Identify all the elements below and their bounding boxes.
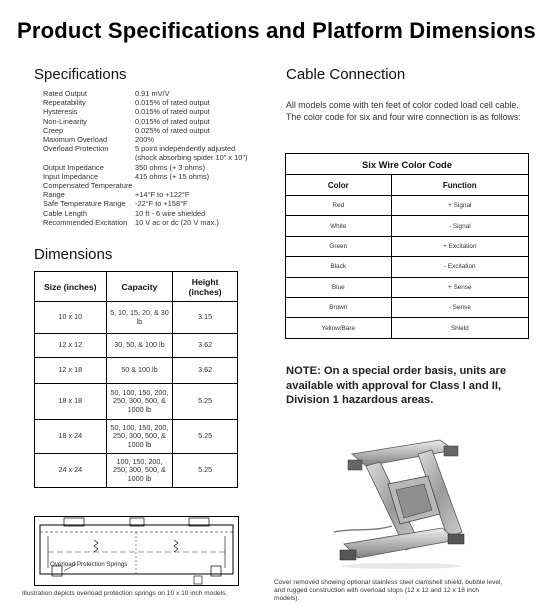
photo-caption: Cover removed showing optional stainless steel clamshell shield, bubble level, and rugged construction with overload stops (12 x 12 and 12 x 18 inch models). <box>274 579 503 603</box>
spec-label: Safe Temperature Range <box>43 199 126 209</box>
spec-label: Creep <box>43 125 64 135</box>
wire-row <box>286 257 529 277</box>
overload-springs-drawing <box>34 516 239 586</box>
dimensions-cell-capacity: 50, 100, 150, 200, 250, 300, 500, & 1000 lb <box>106 384 173 420</box>
dimensions-cell-capacity: 100, 150, 200, 250, 300, 500, & 1000 lb <box>106 454 173 488</box>
spec-row <box>43 190 258 199</box>
spec-label: Non-Linearity <box>43 116 87 126</box>
dimensions-cell-size: 12 x 18 <box>35 358 107 384</box>
wire-header-color: Color <box>286 175 392 196</box>
dimensions-cell-capacity: 30, 50, & 100 lb <box>106 334 173 358</box>
dimensions-cell-capacity: 50, 100, 150, 200, 250, 300, 500, & 1000 lb <box>106 420 173 454</box>
spec-value: -22°F to +158°F <box>135 199 188 209</box>
spec-label: Recommended Excitation <box>43 217 128 227</box>
dimensions-cell-height: 3.62 <box>173 334 238 358</box>
wire-cell-function: + Signal <box>391 196 528 216</box>
spec-row <box>43 209 258 218</box>
spec-label: Hysteresis <box>43 107 78 117</box>
drawing-label: Overload Protection Springs <box>50 561 128 568</box>
dimensions-header-height: Height (inches) <box>173 272 238 302</box>
dimensions-heading: Dimensions <box>34 246 113 263</box>
spec-row <box>43 199 258 208</box>
wire-cell-function: Shield <box>391 318 528 338</box>
spec-label <box>43 153 135 162</box>
dimensions-cell-size: 10 x 10 <box>35 302 107 334</box>
spec-label: Maximum Overload <box>43 135 108 145</box>
wire-cell-color: Black <box>286 257 392 277</box>
dimensions-header-capacity: Capacity <box>106 272 173 302</box>
spec-row <box>43 126 258 135</box>
spec-value: 10 ft - 6 wire shielded <box>135 208 206 218</box>
spec-row <box>43 144 258 153</box>
dimensions-cell-size: 18 x 18 <box>35 384 107 420</box>
spec-value: 5 point independently adjusted <box>135 144 236 154</box>
spec-value: (shock absorbing spider 10" x 10") <box>135 153 248 163</box>
dimensions-row <box>35 334 238 358</box>
wire-row <box>286 216 529 236</box>
spec-row <box>43 98 258 107</box>
dimensions-cell-height: 5.25 <box>173 420 238 454</box>
spec-row <box>43 172 258 181</box>
spec-row <box>43 117 258 126</box>
spec-label: Range <box>43 190 65 200</box>
cable-description: All models come with ten feet of color coded load cell cable. The color code for six and four wire connection is as follows: <box>286 100 521 123</box>
spec-value: 0.015% of rated output <box>135 116 210 126</box>
wire-cell-color: Yellow/Bare <box>286 318 392 338</box>
dimensions-header-row <box>35 272 238 302</box>
dimensions-table <box>34 271 238 488</box>
spec-row <box>43 89 258 98</box>
wire-row <box>286 318 529 338</box>
dimensions-header-size: Size (inches) <box>35 272 107 302</box>
spec-value: 0.015% of rated output <box>135 98 210 108</box>
spec-label: Compensated Temperature <box>43 181 133 191</box>
dimensions-row <box>35 302 238 334</box>
dimensions-row <box>35 454 238 488</box>
wire-cell-function: - Signal <box>391 216 528 236</box>
dimensions-cell-capacity: 50 & 100 lb <box>106 358 173 384</box>
dimensions-cell-height: 5.25 <box>173 454 238 488</box>
wire-cell-color: Red <box>286 196 392 216</box>
wire-table-title: Six Wire Color Code <box>286 154 529 175</box>
wire-cell-function: - Excitation <box>391 257 528 277</box>
spec-label: Output Impedance <box>43 162 104 172</box>
wire-cell-color: Green <box>286 236 392 256</box>
wire-header-function: Function <box>391 175 528 196</box>
spec-value: 350 ohms (+ 3 ohms) <box>135 162 206 172</box>
dimensions-row <box>35 420 238 454</box>
spec-row <box>43 107 258 116</box>
specifications-list <box>43 89 258 227</box>
wire-cell-color: White <box>286 216 392 236</box>
wire-cell-color: Blue <box>286 277 392 297</box>
spec-value: 0.91 mV/V <box>135 89 170 98</box>
spec-value: 415 ohms (+ 15 ohms) <box>135 171 210 181</box>
wire-cell-function: + Excitation <box>391 236 528 256</box>
spec-row <box>43 181 258 190</box>
dimensions-cell-size: 12 x 12 <box>35 334 107 358</box>
wire-row <box>286 277 529 297</box>
wire-cell-function: - Sense <box>391 297 528 317</box>
wire-color-table <box>285 153 529 339</box>
wire-cell-color: Brown <box>286 297 392 317</box>
wire-row <box>286 196 529 216</box>
spec-label: Rated Output <box>43 89 87 98</box>
dimensions-cell-size: 18 x 24 <box>35 420 107 454</box>
spec-value: 0.015% of rated output <box>135 107 210 117</box>
spec-value: 200% <box>135 135 154 145</box>
spec-row <box>43 153 258 162</box>
dimensions-cell-capacity: 5, 10, 15, 20, & 30 lb <box>106 302 173 334</box>
cable-heading: Cable Connection <box>286 66 406 83</box>
spec-value: 0.025% of rated output <box>135 125 210 135</box>
dimensions-row <box>35 384 238 420</box>
spec-label: Repeatability <box>43 98 86 108</box>
spec-label: Input Impedance <box>43 171 99 181</box>
spec-row <box>43 218 258 227</box>
page-title: Product Specifications and Platform Dimensions <box>17 18 536 43</box>
spec-value: 10 V ac or dc (20 V max.) <box>135 217 219 227</box>
dimensions-cell-height: 3.62 <box>173 358 238 384</box>
spec-label: Cable Length <box>43 208 87 218</box>
wire-cell-function: + Sense <box>391 277 528 297</box>
spec-row <box>43 163 258 172</box>
spec-value: +14°F to +122°F <box>135 190 190 200</box>
drawing-caption: Illustration depicts overload protection springs on 10 x 10 inch models. <box>22 590 228 597</box>
dimensions-cell-height: 5.25 <box>173 384 238 420</box>
wire-row <box>286 236 529 256</box>
platform-photo <box>322 432 480 572</box>
hazardous-area-note: NOTE: On a special order basis, units are available with approval for Class I and II, Division 1 hazardous areas. <box>286 365 507 406</box>
dimensions-cell-size: 24 x 24 <box>35 454 107 488</box>
wire-row <box>286 297 529 317</box>
dimensions-row <box>35 358 238 384</box>
spec-label: Overload Protection <box>43 144 109 154</box>
dimensions-cell-height: 3.15 <box>173 302 238 334</box>
spec-row <box>43 135 258 144</box>
specifications-heading: Specifications <box>34 66 127 83</box>
